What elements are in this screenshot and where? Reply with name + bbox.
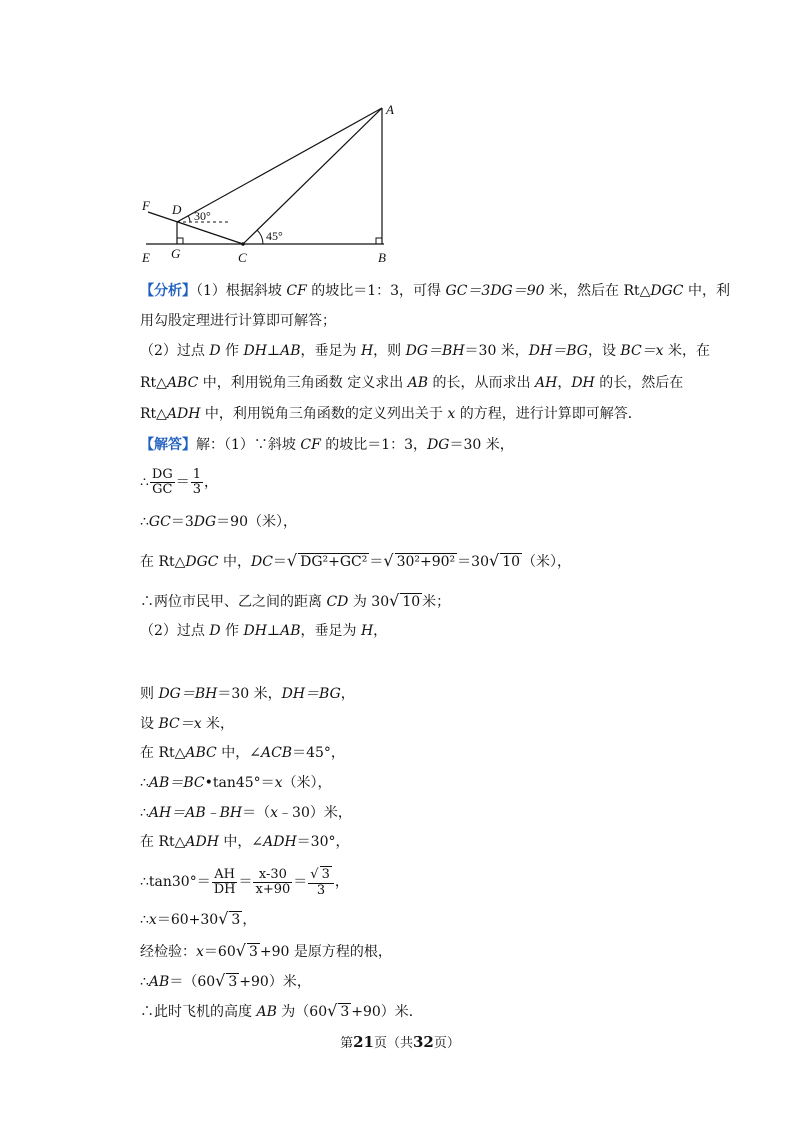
text: Rt△ <box>140 375 167 391</box>
text: 作 <box>220 623 244 639</box>
math: H <box>360 343 374 359</box>
math: x <box>270 805 279 821</box>
text: ＝30 <box>457 554 489 570</box>
analysis-line-4 <box>140 373 683 393</box>
angle-label-c: 45° <box>266 229 283 243</box>
math: BC＝x <box>620 343 664 359</box>
text: 中， <box>218 554 251 570</box>
solution-line-8 <box>140 714 234 734</box>
math: ADH <box>166 406 201 422</box>
text: ＝（ <box>242 805 271 821</box>
math: D <box>209 623 221 639</box>
radicand: 10 <box>502 554 521 570</box>
math: ABC <box>166 375 199 391</box>
segment-da <box>177 108 382 222</box>
text: ， <box>340 686 355 702</box>
text: 在 Rt△ <box>140 554 186 570</box>
solution-line-17 <box>140 1001 423 1022</box>
sqrt-symbol: √ <box>286 551 298 570</box>
text: ，垂足为 <box>300 623 361 639</box>
math: D <box>209 343 221 359</box>
sqrt-symbol: √ <box>327 1001 338 1020</box>
math: GC＝3DG＝90 <box>445 283 545 299</box>
text: ＝ <box>369 554 384 570</box>
text: 为（60 <box>276 1004 328 1020</box>
math: CF <box>286 283 307 299</box>
solution-line-5 <box>140 591 450 612</box>
radicand: 30²+90² <box>396 554 456 570</box>
geometry-diagram <box>130 96 410 268</box>
radicand: 10 <box>402 594 421 610</box>
math: DC <box>250 554 273 570</box>
solution-line-1 <box>140 435 514 455</box>
text: ∴tan30°＝ <box>140 874 211 890</box>
text: •tan45°＝ <box>204 775 275 791</box>
math: DGC <box>185 554 219 570</box>
text: ∴此时飞机的高度 <box>140 1004 257 1020</box>
text: 在 Rt△ <box>140 745 186 761</box>
solution-line-11 <box>140 803 352 823</box>
math: ADH <box>263 834 297 850</box>
solution-line-2 <box>140 468 218 497</box>
text: ∴ <box>140 775 149 791</box>
math: DGC <box>650 283 684 299</box>
math: GC <box>148 514 171 530</box>
math: DH＝BG <box>281 686 341 702</box>
math: x <box>447 406 456 422</box>
math: DG <box>193 514 217 530</box>
numerator: x-30 <box>253 868 292 883</box>
solution-line-16 <box>140 971 311 992</box>
denominator: GC <box>152 482 173 497</box>
text: ， <box>242 912 257 928</box>
math: CF <box>300 437 321 453</box>
text: ＝3 <box>170 514 194 530</box>
right-angle-mark-g <box>177 238 183 244</box>
text: （米）， <box>282 775 332 791</box>
text: 米， <box>201 716 235 732</box>
text: ∴ <box>140 912 149 928</box>
text: （米）， <box>522 554 572 570</box>
fraction-sqrt3-3 <box>308 866 334 898</box>
math: ADH <box>185 834 219 850</box>
math: AB <box>148 974 170 990</box>
segment-ca <box>243 108 382 244</box>
sqrt-symbol: √ <box>489 551 500 570</box>
solution-line-3 <box>140 512 297 532</box>
text: ， <box>204 474 219 491</box>
math: AH <box>534 375 558 391</box>
math: DH⊥AB <box>243 623 301 639</box>
text: +90）米， <box>239 974 311 990</box>
label-f: F <box>142 198 150 213</box>
solution-line-9 <box>140 743 345 763</box>
solution-line-14 <box>140 909 256 930</box>
text: 米； <box>422 594 451 610</box>
numerator <box>308 866 334 884</box>
analysis-line-3 <box>140 341 710 361</box>
point-c-dot <box>241 242 245 246</box>
text: 用勾股定理进行计算即可解答； <box>140 313 336 329</box>
radicand: 3 <box>228 974 238 990</box>
radicand: DG²+GC² <box>300 554 368 570</box>
total-pages: 32 <box>413 1033 434 1051</box>
sqrt-symbol: √ <box>383 551 394 570</box>
text: ， <box>373 623 388 639</box>
text: ＝30°， <box>296 834 350 850</box>
text: 米，然后在 Rt△ <box>544 283 651 299</box>
text: 的长，从而求出 <box>428 375 535 391</box>
text: 的方程，进行计算即可解答． <box>455 406 642 422</box>
analysis-line-2 <box>140 311 336 331</box>
text: 米，在 <box>663 343 711 359</box>
text: 页（共 <box>373 1036 413 1051</box>
text: 页） <box>433 1036 460 1051</box>
math: DH＝BG <box>528 343 588 359</box>
fraction-dg-gc <box>150 468 175 497</box>
math: AH＝AB﹣BH <box>148 805 243 821</box>
label-d: D <box>172 202 182 217</box>
text: ＝45°， <box>292 745 345 761</box>
text: ∴ <box>140 474 149 491</box>
math: AB＝BC <box>148 775 205 791</box>
analysis-tag: 【分析】 <box>140 283 196 299</box>
text: 经检验： <box>140 944 196 960</box>
text: 为 30 <box>348 594 390 610</box>
denominator: x+90 <box>255 881 291 897</box>
math: x <box>274 775 283 791</box>
solution-line-12 <box>140 832 350 852</box>
math: DG＝BH <box>405 343 465 359</box>
sqrt-symbol: √ <box>389 591 400 610</box>
text: ＝（60 <box>169 974 216 990</box>
text: 的坡比＝1：3， <box>320 437 428 453</box>
page-footer <box>0 1032 800 1051</box>
numerator: 1 <box>192 467 202 482</box>
denominator: 3 <box>192 482 202 497</box>
math: ABC <box>185 745 217 761</box>
text: 则 <box>140 686 159 702</box>
text: Rt△ <box>140 406 167 422</box>
label-e: E <box>142 250 150 265</box>
sqrt-symbol: √ <box>215 971 226 990</box>
sqrt-symbol: √ <box>235 941 246 960</box>
radicand: 3 <box>231 912 241 928</box>
label-b: B <box>378 250 386 265</box>
fraction-1-3 <box>191 468 203 497</box>
label-c: C <box>238 250 247 265</box>
text: （2）过点 <box>140 343 210 359</box>
text: 中，利用锐角三角函数的定义列出关于 <box>200 406 448 422</box>
page-number: 21 <box>353 1033 374 1051</box>
math: DG＝BH <box>158 686 218 702</box>
right-angle-mark-b <box>376 238 382 244</box>
math: AB <box>256 1004 277 1020</box>
text: 中，利用锐角三角函数 定义求出 <box>198 375 408 391</box>
text: 的长，然后在 <box>594 375 684 391</box>
text: 在 Rt△ <box>140 834 186 850</box>
text: +90）米． <box>351 1004 423 1020</box>
math: x <box>196 944 204 960</box>
text: ﹣30）米， <box>278 805 352 821</box>
text: 解：（1）∵斜坡 <box>196 437 301 453</box>
text: ，则 <box>373 343 406 359</box>
angle-label-d: 30° <box>194 209 211 223</box>
text: 中，利 <box>683 283 730 299</box>
label-g: G <box>171 246 181 261</box>
text: ＝30 米， <box>217 686 282 702</box>
text: ∴ <box>140 514 149 530</box>
solution-line-13 <box>140 866 349 898</box>
math: CD <box>326 594 349 610</box>
text: ， <box>334 874 349 890</box>
text: 中，∠ <box>216 745 261 761</box>
solution-line-10 <box>140 773 332 793</box>
text: ∴ <box>140 805 149 821</box>
math: ACB <box>260 745 293 761</box>
sqrt-symbol: √ <box>310 867 319 882</box>
text: ＝ <box>175 474 190 491</box>
analysis-line-1 <box>140 281 730 301</box>
text: 作 <box>220 343 244 359</box>
text: 设 <box>140 716 159 732</box>
angle-arc-c <box>257 230 263 244</box>
radicand: 3 <box>248 944 258 960</box>
text: （1）根据斜坡 <box>196 283 287 299</box>
solution-line-15 <box>140 941 392 962</box>
label-a: A <box>386 102 394 117</box>
text: ＝ <box>238 874 253 890</box>
math: DH <box>571 375 595 391</box>
text: （2）过点 <box>140 623 210 639</box>
math: x <box>148 912 157 928</box>
analysis-line-5 <box>140 404 642 424</box>
radicand: 3 <box>340 1004 350 1020</box>
radicand: 3 <box>321 867 330 882</box>
numerator: AH <box>212 868 238 883</box>
denominator: 3 <box>316 883 326 898</box>
text: ＝90（米）， <box>216 514 297 530</box>
text: ∴ <box>140 974 149 990</box>
numerator: DG <box>151 467 173 482</box>
math: DH⊥AB <box>243 343 301 359</box>
math: AB <box>407 375 429 391</box>
text: ＝60+30 <box>156 912 219 928</box>
text: ＝ <box>293 874 308 890</box>
math: DG <box>427 437 450 453</box>
fraction-x <box>253 868 292 897</box>
text: ，设 <box>587 343 621 359</box>
denominator: DH <box>213 881 236 897</box>
solution-line-7 <box>140 684 355 704</box>
fraction-ah-dh <box>212 868 238 897</box>
text: ＝ <box>272 554 287 570</box>
text: +90 是原方程的根， <box>259 944 392 960</box>
text: ＝60 <box>203 944 236 960</box>
solution-line-4 <box>140 551 571 572</box>
text: ＝30 米， <box>464 343 529 359</box>
sqrt-symbol: √ <box>218 909 229 928</box>
text: 第 <box>340 1036 354 1051</box>
solution-tag: 【解答】 <box>140 437 196 453</box>
math: H <box>360 623 374 639</box>
text: ，垂足为 <box>300 343 361 359</box>
text: 的坡比＝1：3，可得 <box>306 283 446 299</box>
angle-arc-d <box>188 216 190 223</box>
text: ∴两位市民甲、乙之间的距离 <box>140 594 327 610</box>
solution-line-6 <box>140 621 387 641</box>
text: 中，∠ <box>218 834 264 850</box>
math: BC＝x <box>158 716 202 732</box>
text: ＝30 米， <box>449 437 514 453</box>
text: ， <box>557 375 572 391</box>
